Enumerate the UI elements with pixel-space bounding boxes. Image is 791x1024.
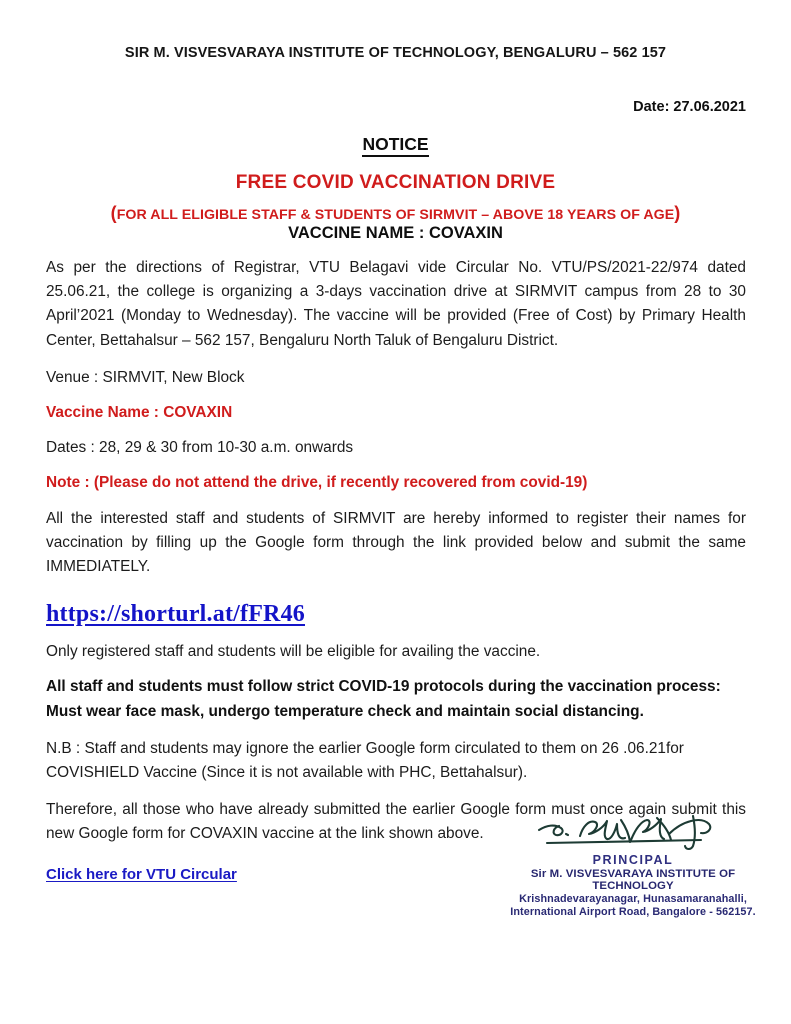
stamp-address-line-1: Krishnadevarayanagar, Hunasamaranahalli, (519, 893, 747, 905)
eligibility-subheading (0, 203, 791, 224)
notice-heading (0, 134, 791, 155)
registration-paragraph: All the interested staff and students of SIRMVIT are hereby informed to register their names for vaccination by filling up the Google form through the link provided below and submit the same IMMEDIATELY. (46, 509, 746, 576)
notice-body (46, 256, 746, 884)
vtu-circular-link[interactable]: Click here for VTU Circular (46, 865, 237, 883)
notice-heading-text: NOTICE (362, 134, 428, 157)
note-line: Note : (Please do not attend the drive, if recently recovered from covid-19) (46, 474, 588, 492)
vaccine-name-heading: VACCINE NAME : COVAXIN (288, 224, 503, 242)
stamp-address-line-2: International Airport Road, Bangalore - 562157. (510, 906, 756, 918)
dates-line: Dates : 28, 29 & 30 from 10-30 a.m. onwards (46, 439, 354, 457)
eligibility-close-paren: ) (674, 203, 681, 223)
institute-name-header: SIR M. VISVESVARAYA INSTITUTE OF TECHNOLOGY, BENGALURU – 562 157 (124, 45, 667, 61)
principal-stamp (498, 853, 768, 918)
stamp-principal-label: PRINCIPAL (592, 853, 674, 867)
principal-signature (498, 812, 768, 852)
therefore-paragraph: Therefore, all those who have already submitted the earlier Google form must once again submit this new Google form for COVAXIN vaccine at the link shown above. (46, 801, 746, 843)
eligible-only-line: Only registered staff and students will be eligible for availing the vaccine. (46, 643, 541, 661)
eligibility-open-paren: ( (110, 203, 117, 223)
signature-and-stamp (498, 812, 768, 918)
drive-title-heading: FREE COVID VACCINATION DRIVE (235, 172, 556, 193)
protocols-paragraph: All staff and students must follow strict COVID-19 protocols during the vaccination process: Must wear face mask, undergo temperature check and maintain social distancing. (46, 678, 721, 720)
venue-line: Venue : SIRMVIT, New Block (46, 368, 245, 386)
nb-paragraph: N.B : Staff and students may ignore the earlier Google form circulated to them on 26 .06.21for COVISHIELD Vaccine (Since it is not available with PHC, Bettahalsur). (46, 739, 684, 782)
google-form-link[interactable]: https://shorturl.at/fFR46 (46, 601, 305, 628)
intro-paragraph: As per the directions of Registrar, VTU Belagavi vide Circular No. VTU/PS/2021-22/974 dated 25.06.21, the college is organizing a 3-days vaccination drive at SIRMVIT campus from 28 to 30 April’2021 (Monday to Wednesday). The vaccine will be provided (Free of Cost) by Primary Health Center, Bettahalsur – 562 157, Bengaluru North Taluk of Bengaluru District. (46, 259, 746, 349)
vaccine-name-line: Vaccine Name : COVAXIN (46, 404, 233, 422)
stamp-institute-line: Sir M. VISVESVARAYA INSTITUTE OF TECHNOLOGY (530, 868, 736, 892)
eligibility-text: FOR ALL ELIGIBLE STAFF & STUDENTS OF SIRMVIT – ABOVE 18 YEARS OF AGE (116, 207, 675, 223)
notice-date: Date: 27.06.2021 (633, 99, 746, 115)
